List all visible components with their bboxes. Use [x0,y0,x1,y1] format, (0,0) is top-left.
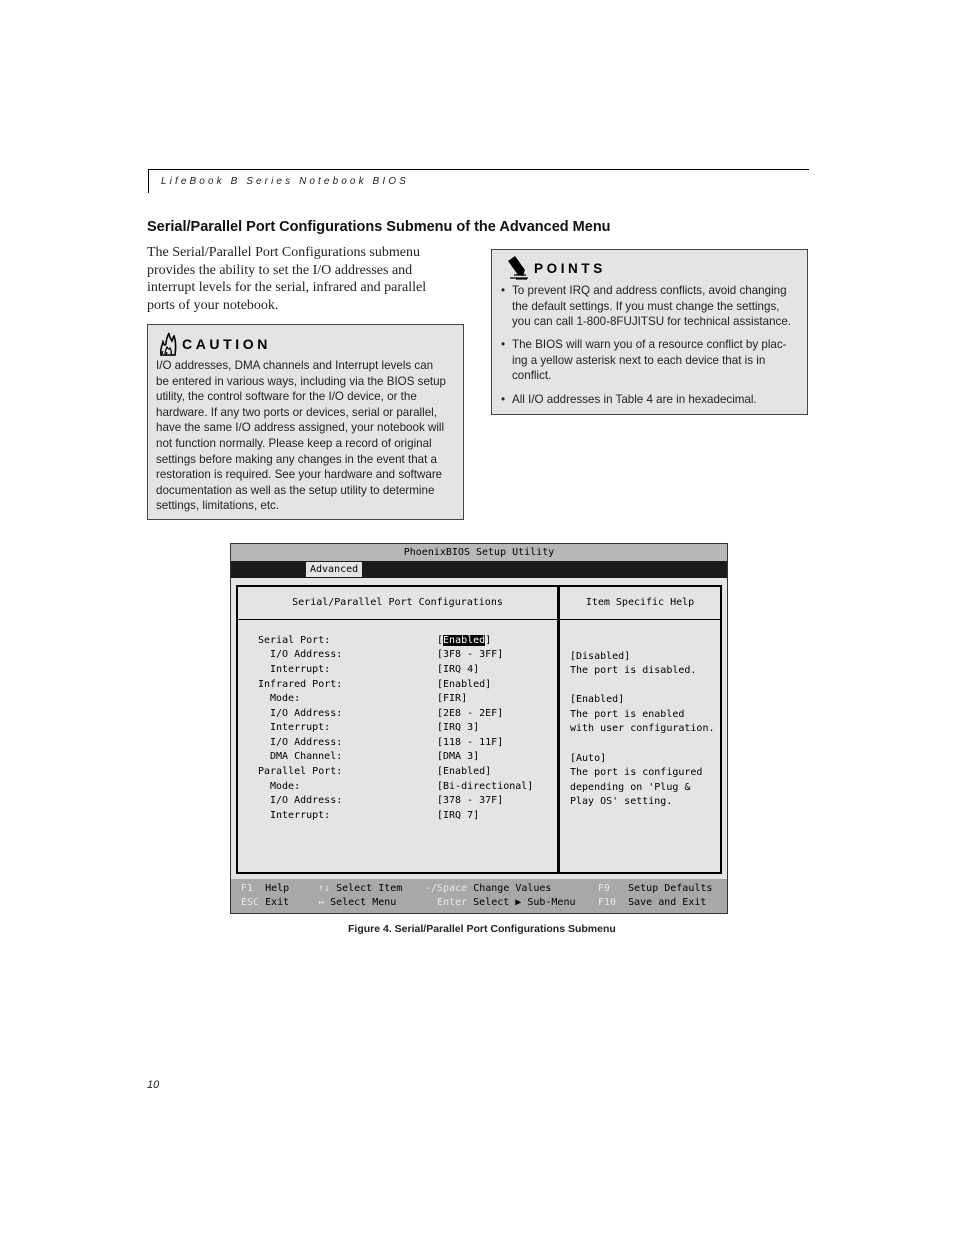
setting-value[interactable]: [IRQ 4] [437,664,480,675]
bios-help-panel [558,585,722,874]
points-line: the default settings. If you must change the settings, [512,299,780,313]
help-title: Item Specific Help [585,597,695,608]
selected-value[interactable]: Enabled [443,635,486,646]
bios-screenshot [230,543,728,914]
help-line: [Disabled] [570,651,631,662]
points-line: conflict. [512,369,552,383]
caution-line: utility, the control software for the I/O device, or the [156,390,417,404]
setting-label: I/O Address: [270,649,343,660]
key-gap [253,883,265,894]
key-gap [616,897,628,908]
setup-defaults-label: Setup Defaults [628,883,713,894]
setting-value[interactable]: [IRQ 3] [437,722,480,733]
f9-key: F9 [598,883,611,894]
intro-line: provides the ability to set the I/O addresses and [147,262,413,278]
up-down-arrows-icon: ↑↓ [318,883,331,894]
setting-label: Parallel Port: [258,766,343,777]
help-line: depending on 'Plug & [570,782,691,793]
setting-label: DMA Channel: [270,751,343,762]
header-rule-vertical [148,169,149,193]
points-line: • To prevent IRQ and address conflicts, avoid changing [512,284,787,297]
page-number: 10 [147,1079,160,1091]
setting-value-serial-port[interactable] [437,634,491,648]
setting-label: Interrupt: [270,722,331,733]
setting-value[interactable]: [Bi-directional] [437,781,534,792]
setting-value[interactable]: [FIR] [437,693,468,704]
points-line: • All I/O addresses in Table 4 are in hexadecimal. [512,392,757,406]
flame-hand-icon [158,331,178,357]
setting-value[interactable]: [2E8 - 2EF] [437,708,504,719]
change-values-key[interactable] [425,882,551,896]
caution-line: I/O addresses, DMA channels and Interrupt levels can [156,359,434,372]
key-gap [610,883,628,894]
exit-key[interactable] [241,896,289,910]
select-submenu-label: Select ▶ Sub-Menu [473,897,576,908]
caution-text [156,358,458,514]
caution-line: settings before making any changes in the event that a [156,452,438,466]
help-key[interactable] [241,882,289,896]
points-line: ing a yellow asterisk next to each device that is in [512,353,766,367]
esc-label: Exit [265,897,290,908]
setting-label: Serial Port: [258,635,331,646]
setting-label: Mode: [270,693,301,704]
points-box [491,249,808,415]
help-line: The port is configured [570,767,703,778]
intro-line: The Serial/Parallel Port Configurations submenu [147,245,420,260]
setting-value[interactable]: [Enabled] [437,766,492,777]
intro-paragraph [147,244,447,314]
caution-line: documentation as well as the setup utility to determine [156,483,435,497]
bracket: ] [485,635,492,646]
caution-header [158,331,271,357]
caution-line: have the same I/O address assigned, your notebook will [156,421,445,435]
bios-menu-bar [231,561,727,578]
select-submenu-key[interactable] [437,896,576,910]
help-line: [Auto] [570,753,607,764]
help-line: with user configuration. [570,723,715,734]
setting-value[interactable]: [118 - 11F] [437,737,504,748]
panel-title: Serial/Parallel Port Configurations [292,597,503,608]
select-menu-key[interactable] [318,896,396,910]
running-head: LifeBook B Series Notebook BIOS [161,176,409,187]
points-line: • The BIOS will warn you of a resource conflict by plac- [512,338,787,352]
setting-value[interactable]: [DMA 3] [437,751,480,762]
panel-divider [238,619,557,620]
caution-line: restoration is required. See your hardware and software [156,468,443,482]
help-line: The port is disabled. [570,665,697,676]
panel-divider [560,619,720,620]
points-item [500,283,800,330]
f1-key: F1 [241,883,254,894]
setting-label: I/O Address: [270,708,343,719]
bios-settings-panel [236,585,559,874]
help-line: [Enabled] [570,694,625,705]
setting-value[interactable]: [IRQ 7] [437,810,480,821]
f1-label: Help [265,883,290,894]
pen-paper-icon [506,255,530,281]
select-item-label: Select Item [336,883,403,894]
header-rule [148,169,809,170]
bracket: [ [437,635,444,646]
f10-key: F10 [598,897,617,908]
section-title: Serial/Parallel Port Configurations Submenu of the Advanced Menu [147,219,611,235]
change-values-label: Change Values [473,883,552,894]
tab-advanced[interactable]: Advanced [306,562,362,577]
setting-label: I/O Address: [270,737,343,748]
enter-key: Enter [437,897,468,908]
setting-label: Interrupt: [270,664,331,675]
intro-line: interrupt levels for the serial, infrared and parallel [147,280,427,295]
caution-line: not function normally. Please keep a record of original [156,436,432,450]
figure-caption: Figure 4. Serial/Parallel Port Configurations Submenu [348,923,616,935]
save-exit-key[interactable] [598,896,706,910]
space-key: -/Space [425,883,468,894]
points-item [500,337,800,384]
points-line: you can call 1-800-8FUJITSU for technical assistance. [512,315,792,329]
esc-key: ESC [241,897,260,908]
caution-label: CAUTION [182,336,271,352]
setting-label: Mode: [270,781,301,792]
help-line: Play OS' setting. [570,796,673,807]
select-item-key[interactable] [318,882,402,896]
help-line: The port is enabled [570,709,685,720]
caution-line: be entered in various ways, including via the BIOS setup [156,374,447,388]
caution-box [147,324,464,520]
points-item [500,392,800,408]
points-list [500,283,800,415]
setting-value[interactable]: [3F8 - 3FF] [437,649,504,660]
bios-title-bar: PhoenixBIOS Setup Utility [231,544,727,561]
points-label: POINTS [534,260,606,276]
setting-value[interactable]: [378 - 37F] [437,795,504,806]
save-exit-label: Save and Exit [628,897,707,908]
setting-label: Interrupt: [270,810,331,821]
bios-footer [231,879,727,913]
left-right-arrows-icon: ↔ [318,897,325,908]
setup-defaults-key[interactable] [598,882,712,896]
caution-line: settings, limitations, etc. [156,499,280,513]
intro-line: ports of your notebook. [147,297,279,313]
points-header [506,255,606,281]
select-menu-label: Select Menu [330,897,397,908]
setting-label: I/O Address: [270,795,343,806]
setting-value[interactable]: [Enabled] [437,679,492,690]
setting-label: Infrared Port: [258,679,343,690]
caution-line: hardware. If any two ports or devices, serial or parallel, [156,405,437,419]
